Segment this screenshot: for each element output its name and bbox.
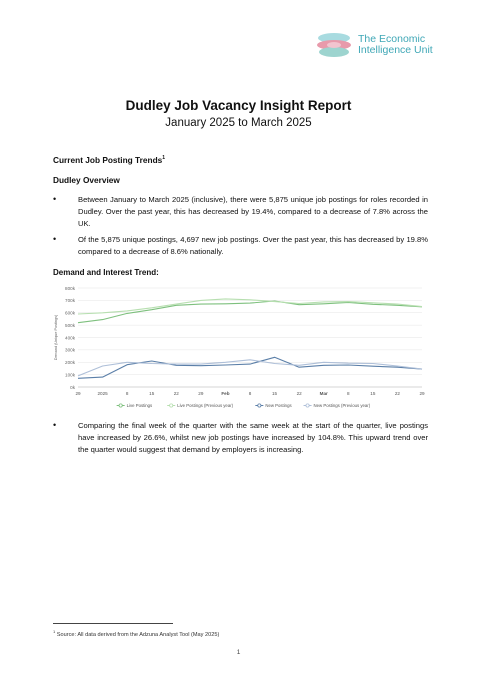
demand-trend-chart: [50, 282, 430, 414]
section-heading-text: Current Job Posting Trends: [53, 155, 163, 165]
x-tick-label: 15: [272, 391, 278, 396]
series-line-0: [78, 301, 422, 323]
legend-label: New Postings: [265, 403, 292, 408]
y-axis-label: Demand (Unique Postings): [54, 314, 58, 361]
series-line-2: [78, 357, 422, 378]
footnote: [53, 629, 219, 638]
report-subtitle: January 2025 to March 2025: [165, 117, 312, 129]
x-tick-label: 8: [248, 391, 252, 396]
footnote-number: 1: [53, 629, 56, 634]
section-heading-current-trends: [53, 155, 165, 165]
overview-bullet-list: [53, 194, 428, 263]
y-tick-label: 600k: [65, 310, 75, 316]
footnote-text: Source: All data derived from the Adzuna Analyst Tool (May 2025): [56, 631, 220, 638]
x-tick-label: Feb: [221, 391, 230, 396]
y-tick-label: 300k: [65, 347, 75, 353]
subheading-demand: Demand and Interest Trend:: [53, 268, 159, 277]
page-number: 1: [236, 649, 241, 656]
x-tick-label: 2025: [97, 391, 108, 396]
footnote-ref[interactable]: 1: [162, 155, 166, 162]
y-tick-label: 0k: [70, 384, 75, 390]
bullet-item: • Of the 5,875 unique postings, 4,697 new job postings. Over the past year, this has decreased by 19.8% compared to a decrease of 8.6% nationally.: [53, 234, 428, 258]
x-tick-label: 8: [347, 391, 350, 396]
footnote-divider: [53, 623, 173, 624]
x-tick-label: 29: [198, 391, 204, 396]
y-tick-label: 800k: [65, 285, 75, 291]
comparison-bullet-list: [53, 420, 428, 455]
eiu-logo-icon: [314, 30, 354, 60]
x-tick-label: 29: [419, 391, 425, 396]
x-tick-label: 15: [149, 391, 155, 396]
legend-swatch-marker: [119, 404, 122, 407]
bullet-item: • Comparing the final week of the quarter with the same week at the start of the quarter, live postings have increased by 26.6%, whilst new job postings have increased by 104.8%. This upward trend over the quarter would suggest that demand by employers is increasing.: [53, 420, 428, 455]
y-tick-label: 400k: [65, 335, 75, 341]
eiu-logo-text: [358, 34, 433, 57]
x-tick-label: 22: [394, 391, 400, 396]
x-tick-label: 29: [75, 391, 81, 396]
x-tick-label: 15: [370, 391, 376, 396]
legend-label: Live Postings (Previous year): [177, 403, 234, 408]
x-tick-label: 8: [125, 391, 129, 396]
y-tick-label: 200k: [65, 360, 75, 366]
legend-swatch-marker: [258, 404, 261, 407]
bullet-item: • Between January to March 2025 (inclusive), there were 5,875 unique job postings for roles recorded in Dudley. Over the past year, this has decreased by 19.4%, compared to a decrease of 7.8% across the UK.: [53, 194, 428, 229]
y-tick-label: 100k: [65, 372, 75, 378]
legend-label: New Postings (Previous year): [313, 403, 371, 408]
x-tick-label: 22: [173, 391, 179, 396]
legend-label: Live Postings: [126, 403, 153, 408]
y-tick-label: 500k: [65, 322, 75, 328]
x-tick-label: 22: [296, 391, 302, 396]
series-line-1: [78, 299, 422, 314]
x-tick-label: Mar: [319, 391, 328, 396]
legend-swatch-marker: [306, 404, 309, 407]
logo-line-2: Intelligence Unit: [358, 44, 433, 56]
legend-swatch-marker: [170, 404, 173, 407]
y-tick-label: 700k: [65, 298, 75, 304]
report-title: Dudley Job Vacancy Insight Report: [125, 98, 352, 113]
logo-line-1: The Economic: [358, 32, 426, 45]
eiu-logo: [314, 26, 464, 64]
subheading-overview: Dudley Overview: [53, 175, 120, 185]
